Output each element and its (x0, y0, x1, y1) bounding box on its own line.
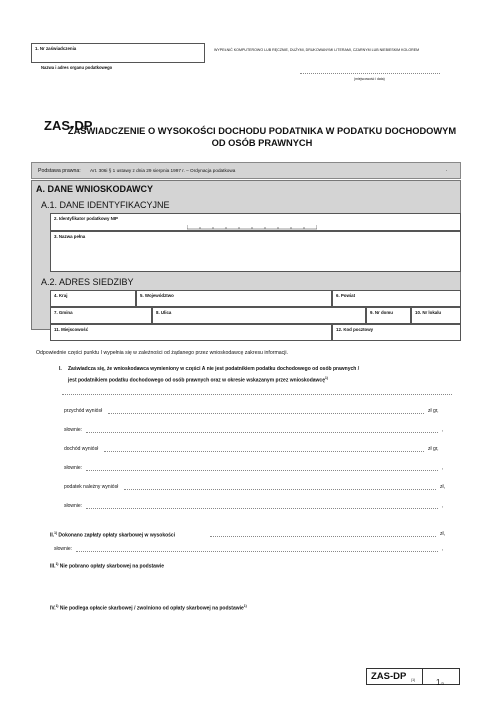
cert-number-label: 1. Nr zaświadczenia (35, 46, 77, 51)
point-4-text: Nie podlega opłacie skarbowej / zwolniono od opłaty skarbowej na podstawie (59, 605, 244, 612)
footer-code-box (366, 668, 460, 685)
earnings-label: dochód wyniósł (64, 446, 99, 452)
street-label: 8. Ulica (156, 310, 172, 315)
country-field[interactable] (50, 290, 136, 307)
place-date-line[interactable] (300, 73, 440, 74)
country-label: 4. Kraj (54, 293, 68, 298)
legal-basis-label: Podstawa prawna: (38, 168, 81, 174)
legal-basis-text: Art. 306i § 1 ustawy z dnia 29 sierpnia 1997 r. – Ordynacja podatkowa (90, 168, 236, 173)
fee-words-label: słownie: (54, 546, 73, 552)
point-2-number: II. (50, 532, 55, 539)
province-label: 5. Województwo (140, 293, 174, 298)
earnings-amount-line[interactable] (104, 451, 424, 452)
income-currency: zł gr, (428, 408, 439, 414)
footnote-ref: 1) (325, 376, 328, 380)
footer-page-total: /3 (440, 681, 444, 686)
house-number-field[interactable] (366, 307, 411, 324)
full-name-field[interactable] (50, 231, 461, 272)
legal-basis-dot: . (446, 167, 448, 173)
footnote-ref: 1) (243, 604, 247, 608)
footer-page-current: 1 (436, 678, 441, 687)
footnote-ref: 1) (54, 531, 58, 535)
house-number-label: 9. Nr domu (370, 310, 393, 315)
tax-words-line[interactable] (86, 508, 438, 509)
legal-basis-box (31, 162, 461, 179)
point-1-number: I. (59, 366, 62, 372)
footer-form-code: ZAS-DP (371, 671, 407, 682)
form-title-line1: ZAŚWIADCZENIE O WYSOKOŚCI DOCHODU PODATNIKA W PODATKU DOCHODOWYM (67, 126, 457, 136)
point-1-line1: Zaświadcza się, że wnioskodawca wymieniony w części A nie jest podatnikiem podatku dochodowego od osób prawnych / (68, 366, 360, 372)
nip-comb (187, 225, 317, 230)
point-3-text: Nie pobrano opłaty skarbowej na podstawie (59, 563, 164, 570)
flat-number-label: 10. Nr lokalu (415, 310, 442, 315)
tax-words-label: słownie: (64, 503, 83, 509)
nip-label: 2. Identyfikator podatkowy NIP (54, 216, 118, 221)
point-4-number: IV. (50, 605, 56, 612)
point-1-line2-text: jest podatnikiem podatku dochodowego od osób prawnych oraz w okresie wskazanym przez wnioskodawcę (68, 377, 325, 384)
tax-office-label: Nazwa i adres organu podatkowego (41, 65, 113, 70)
form-code: ZAS-DP (44, 118, 93, 133)
fill-instruction: WYPEŁNIĆ KOMPUTEROWO LUB RĘCZNIE, DUŻYMI, DRUKOWANYMI LITERAMI, CZARNYM LUB NIEBIESKIM KOLOREM (214, 48, 420, 52)
footer-version: (1) (411, 678, 416, 682)
district-label: 6. Powiat (336, 293, 356, 298)
nip-field[interactable] (50, 213, 461, 231)
earnings-currency: zł gr, (428, 446, 439, 452)
point-1-fill-line[interactable] (62, 394, 452, 395)
earnings-words-line[interactable] (86, 470, 438, 471)
earnings-words-label: słownie: (64, 465, 83, 471)
postcode-field[interactable] (332, 324, 461, 341)
form-title-line2: OD OSÓB PRAWNYCH (211, 138, 313, 148)
fee-amount-line[interactable] (210, 536, 436, 537)
footer-page-number (436, 672, 444, 690)
point-4-heading (50, 604, 247, 612)
section-a2-title: A.2. ADRES SIEDZIBY (41, 277, 134, 287)
street-field[interactable] (152, 307, 366, 324)
flat-number-field[interactable] (411, 307, 461, 324)
commune-label: 7. Gmina (54, 310, 73, 315)
section-a1-title: A.1. DANE IDENTYFIKACYJNE (41, 200, 170, 210)
income-amount-line[interactable] (108, 413, 424, 414)
place-date-label: (miejscowość i data) (354, 77, 385, 81)
earnings-words-comma: , (442, 465, 444, 471)
cert-number-field[interactable] (31, 43, 205, 63)
point-2-heading (50, 531, 175, 539)
tax-due-label: podatek należny wyniósł (64, 484, 119, 490)
fee-currency: zł, (440, 531, 445, 537)
instruction-note: Odpowiednie części punktu I wypełnia się w zależności od żądanego przez wnioskodawcę zakresu informacji. (36, 350, 289, 356)
district-field[interactable] (332, 290, 461, 307)
footer-divider (422, 669, 423, 684)
province-field[interactable] (136, 290, 332, 307)
footnote-ref: 1) (55, 562, 59, 566)
section-a-title: A. DANE WNIOSKODAWCY (36, 184, 153, 194)
income-words-label: słownie: (64, 427, 83, 433)
point-1-line2 (68, 376, 328, 384)
point-3-heading (50, 562, 164, 570)
income-words-line[interactable] (86, 432, 438, 433)
income-words-comma: , (442, 427, 444, 433)
city-field[interactable] (50, 324, 332, 341)
full-name-label: 3. Nazwa pełna (54, 234, 86, 239)
tax-words-comma: , (442, 503, 444, 509)
footnote-ref: 1) (55, 604, 59, 608)
fee-words-line[interactable] (76, 551, 438, 552)
commune-field[interactable] (50, 307, 152, 324)
tax-due-currency: zł, (440, 484, 445, 490)
point-3-number: III. (50, 563, 56, 570)
point-2-text: Dokonano zapłaty opłaty skarbowej w wysokości (58, 532, 176, 539)
city-label: 11. Miejscowość (54, 327, 89, 332)
income-label: przychód wyniósł (64, 408, 103, 414)
fee-words-comma: , (442, 546, 444, 552)
tax-due-amount-line[interactable] (124, 489, 436, 490)
postcode-label: 12. Kod pocztowy (336, 327, 374, 332)
